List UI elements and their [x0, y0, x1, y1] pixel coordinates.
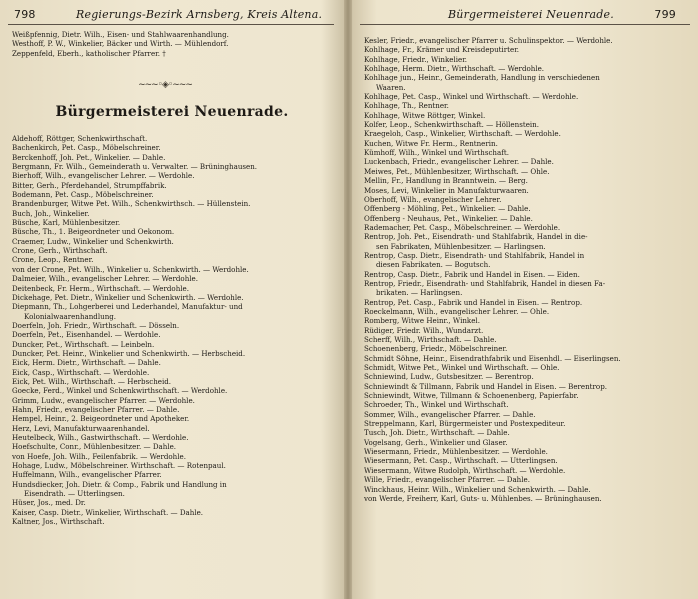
- directory-entry: Herz, Levi, Manufakturwaarenhandel.: [12, 423, 150, 433]
- directory-entry: Kohlhage, Witwe Röttger, Winkel.: [364, 110, 486, 120]
- directory-entry: Dickehage, Pet. Dietr., Winkelier und Schenkwirth. — Werdohle.: [12, 292, 244, 302]
- directory-entry: Diepmann, Th., Lohgerberei und Lederhandel, Manufaktur- und: [12, 302, 243, 312]
- directory-entry: Brandenburger, Witwe Pet. Wilh., Schenkwirthsch. — Hüllenstein.: [12, 199, 251, 209]
- directory-entry: Deitenbeck, Fr. Herm., Wirthschaft. — Werdohle.: [12, 283, 189, 293]
- directory-entry: von Werde, Freiherr, Karl, Guts- u. Mühlenbes. — Brüninghausen.: [364, 493, 602, 503]
- running-head: Regierungs-Bezirk Arnsberg, Kreis Altena.: [76, 8, 323, 21]
- directory-entry: Streppelmann, Karl, Bürgermeister und Postexpediteur.: [364, 419, 566, 429]
- directory-entry: Wiesermann, Witwe Rudolph, Wirthschaft. — Werdohle.: [364, 465, 566, 475]
- directory-entry: Schniewind, Ludw., Gutsbesitzer. — Berentrop.: [364, 372, 534, 382]
- directory-entry: Kohlhage, Th., Rentner.: [364, 101, 449, 111]
- directory-entry: Hüser, Jos., med. Dr.: [12, 498, 86, 508]
- directory-entry: Eick, Pet. Wilh., Wirthschaft. — Herbscheid.: [12, 376, 172, 386]
- directory-entry: Kuchen, Witwe Fr. Herm., Rentnerin.: [364, 138, 498, 148]
- directory-entry: Tusch, Joh. Dietr., Wirthschaft. — Dahle.: [364, 428, 510, 438]
- directory-entry: Luckenbach, Friedr., evangelischer Lehrer. — Dahle.: [364, 157, 554, 167]
- directory-entry: Vogelsang, Gerh., Winkelier und Glaser.: [364, 437, 508, 447]
- directory-entry: Kümhoff, Wilh., Winkel und Wirthschaft.: [364, 148, 509, 158]
- directory-entry: Rentrop, Casp. Dietr., Eisendrath- und Stahlfabrik, Handel in: [364, 250, 585, 260]
- directory-entry: Wiesermann, Pet. Casp., Wirthschaft. — Utterlingsen.: [364, 456, 558, 466]
- directory-entry: Bitter, Gerh., Pferdehandel, Strumpffabrik.: [12, 180, 167, 190]
- running-head: Bürgermeisterei Neuenrade.: [448, 8, 614, 21]
- directory-entry: Büsche, Karl, Mühlenbesitzer.: [12, 218, 121, 228]
- right-page-header: [352, 8, 698, 24]
- directory-entry: von Hoefe, Joh. Wilh., Feilenfabrik. — Werdohle.: [12, 451, 186, 461]
- directory-entry: Hahn, Friedr., evangelischer Pfarrer. — Dahle.: [12, 404, 180, 414]
- directory-entry: Meiwes, Pet., Mühlenbesitzer, Wirthschaft. — Ohle.: [364, 166, 550, 176]
- directory-entry: Bachenkirch, Pet. Casp., Möbelschreiner.: [12, 143, 161, 153]
- left-page: [0, 0, 344, 599]
- directory-entry: brikaten. — Harlingsen.: [376, 288, 463, 298]
- directory-entry: Kesler, Friedr., evangelischer Pfarrer u. Schulinspektor. — Werdohle.: [364, 36, 613, 45]
- directory-entry: Sommer, Wilh., evangelischer Pfarrer. — Dahle.: [364, 409, 536, 419]
- directory-entry: Crone, Leop., Rentner.: [12, 255, 94, 265]
- directory-entry: Rentrop, Friedr., Eisendrath- und Stahlfabrik, Handel in diesen Fa-: [364, 278, 606, 288]
- directory-entry: Moses, Levi, Winkelier in Manufakturwaaren.: [364, 185, 529, 195]
- left-top-entries: [0, 30, 344, 58]
- directory-entry: Buch, Joh., Winkelier.: [12, 208, 90, 218]
- directory-entry: Berckenhoff, Joh. Pet., Winkelier. — Dahle.: [12, 152, 166, 162]
- directory-entry: Mellin, Fr., Handlung in Branntwein. — Berg.: [364, 176, 528, 186]
- directory-entry: Doerfeln, Joh. Friedr., Wirthschaft. — Dösseln.: [12, 320, 180, 330]
- directory-entry: Offenberg - Neuhaus, Pet., Winkelier. — Dahle.: [364, 213, 533, 223]
- directory-entry: Oberhoff, Wilh., evangelischer Lehrer.: [364, 194, 502, 204]
- directory-entry: Wille, Friedr., evangelischer Pfarrer. — Dahle.: [364, 475, 530, 485]
- directory-entry: Kohlhage, Herm. Dietr., Wirthschaft. — Werdohle.: [364, 64, 545, 74]
- directory-entry: Rentrop, Casp. Dietr., Fabrik und Handel in Eisen. — Eiden.: [364, 269, 580, 279]
- left-entry-list: [0, 134, 344, 526]
- directory-entry: Zeppenfeld, Eberh., katholischer Pfarrer. †: [12, 48, 166, 58]
- directory-entry: Dalmeier, Wilh., evangelischer Lehrer. — Werdohle.: [12, 274, 198, 284]
- directory-entry: Bodemann, Pet. Casp., Möbelschreiner.: [12, 190, 154, 200]
- directory-entry: Kraegeloh, Casp., Winkelier, Wirthschaft. — Werdohle.: [364, 129, 561, 139]
- directory-entry: diesen Fabrikaten. — Bogutsch.: [376, 260, 491, 270]
- right-entry-list: [352, 36, 698, 503]
- directory-entry: Huffelmann, Wilh., evangelischer Pfarrer.: [12, 470, 162, 480]
- directory-entry: Kohlhage jun., Heinr., Gemeinderath, Handlung in verschiedenen: [364, 73, 600, 83]
- directory-entry: Goecke, Ferd., Winkel und Schenkwirthschaft. — Werdohle.: [12, 386, 228, 396]
- directory-entry: Kohlhage, Fr., Krämer und Kreisdeputirter.: [364, 45, 520, 55]
- directory-entry: Bierhoff, Wilh., evangelischer Lehrer. — Werdohle.: [12, 171, 195, 181]
- directory-entry: von der Crone, Pet. Wilh., Winkelier u. Schenkwirth. — Werdohle.: [12, 264, 249, 274]
- directory-entry: Hempel, Heinr., 2. Beigeordneter und Apotheker.: [12, 414, 190, 424]
- directory-entry: Romberg, Witwe Heinr., Winkel.: [364, 316, 480, 326]
- directory-entry: Aldehoff, Röttger, Schenkwirthschaft.: [12, 134, 148, 143]
- directory-entry: Kohlhage, Friedr., Winkelier.: [364, 54, 468, 64]
- header-rule: [8, 24, 334, 25]
- directory-entry: Roeckelmann, Wilh., evangelischer Lehrer. — Ohle.: [364, 306, 550, 316]
- directory-entry: Hoefschulte, Conr., Mühlenbesitzer. — Dahle.: [12, 442, 177, 452]
- directory-entry: Schoenenberg, Friedr., Möbelschreiner.: [364, 344, 508, 354]
- directory-entry: Winckhaus, Heinr. Wilh., Winkelier und Schenkwirth. — Dahle.: [364, 484, 591, 494]
- directory-entry: Schmidt Söhne, Heinr., Eisendrathfabrik und Eisenhdl. — Eiserlingsen.: [364, 353, 621, 363]
- directory-entry: Eick, Casp., Wirthschaft. — Werdohle.: [12, 367, 150, 377]
- directory-entry: Eick, Herm. Dietr., Wirthschaft. — Dahle.: [12, 358, 161, 368]
- directory-entry: Hohage, Ludw., Möbelschreiner. Wirthschaft. — Rotenpaul.: [12, 461, 226, 471]
- directory-entry: sen Fabrikaten, Mühlenbesitzer. — Harlingsen.: [376, 241, 546, 251]
- directory-entry: Hundsdiecker, Joh. Dietr. & Comp., Fabrik und Handlung in: [12, 479, 227, 489]
- divider-ornament: ~~~◦◈◦~~~: [138, 80, 192, 90]
- directory-entry: Craemer, Ludw., Winkelier und Schenkwirth.: [12, 236, 174, 246]
- directory-entry: Eisendrath. — Utterlingsen.: [24, 489, 125, 499]
- directory-entry: Kaltner, Jos., Wirthschaft.: [12, 517, 105, 527]
- directory-entry: Grimm, Ludw., evangelischer Pfarrer. — Werdohle.: [12, 395, 195, 405]
- directory-entry: Schniewindt & Tillmann, Fabrik und Handel in Eisen. — Berentrop.: [364, 381, 607, 391]
- directory-entry: Offenberg - Möhling, Pet., Winkelier. — Dahle.: [364, 204, 531, 214]
- header-rule: [360, 24, 690, 25]
- directory-entry: Weißpfennig, Dietr. Wilh., Eisen- und Stahlwaarenhandlung.: [12, 30, 229, 39]
- directory-entry: Kohlhage, Pet. Casp., Winkel und Wirthschaft. — Werdohle.: [364, 92, 579, 102]
- directory-entry: Kolonialwaarenhandlung.: [24, 311, 117, 321]
- directory-entry: Schniewindt, Witwe, Tillmann & Schoenenberg, Papierfabr.: [364, 391, 579, 401]
- directory-entry: Schmidt, Witwe Pet., Winkel und Wirthschaft. — Ohle.: [364, 363, 560, 373]
- directory-entry: Scherff, Wilh., Wirthschaft. — Dahle.: [364, 335, 497, 344]
- directory-entry: Rüdiger, Friedr. Wilh., Wundarzt.: [364, 325, 484, 335]
- directory-entry: Waaren.: [376, 82, 406, 92]
- directory-entry: Westhoff, P. W., Winkelier, Bäcker und Wirth. — Mühlendorf.: [12, 39, 229, 49]
- directory-entry: Duncker, Pet. Heinr., Winkelier und Schenkwirth. — Herbscheid.: [12, 348, 246, 358]
- directory-entry: Schroeder, Th., Winkel und Wirthschaft.: [364, 400, 509, 410]
- directory-entry: Bergmann, Fr. Wilh., Gemeinderath u. Verwalter. — Brüninghausen.: [12, 162, 258, 172]
- directory-entry: Rentrop, Joh. Pet., Eisendrath- und Stahlfabrik, Handel in die-: [364, 232, 588, 242]
- directory-entry: Kolfer, Leop., Schenkwirthschaft. — Höllenstein.: [364, 120, 539, 130]
- page-number: 799: [654, 8, 676, 21]
- page-number: 798: [14, 8, 36, 21]
- section-title: Bürgermeisterei Neuenrade.: [55, 104, 289, 120]
- book-gutter: [344, 0, 352, 599]
- directory-entry: Doerfeln, Pet., Eisenhandel. — Werdohle.: [12, 330, 161, 340]
- directory-entry: Heutelbeck, Wilh., Gastwirthschaft. — Werdohle.: [12, 433, 189, 442]
- directory-entry: Rentrop, Pet. Casp., Fabrik und Handel in Eisen. — Rentrop.: [364, 297, 583, 307]
- directory-entry: Duncker, Pet., Wirthschaft. — Leinbeln.: [12, 339, 155, 349]
- directory-entry: Crone, Gerh., Wirthschaft.: [12, 246, 108, 256]
- directory-entry: Wiesermann, Friedr., Mühlenbesitzer. — Werdohle.: [364, 447, 548, 457]
- directory-entry: Büsche, Th., 1. Beigeordneter und Oekonom.: [12, 227, 175, 237]
- directory-entry: Rademacher, Pet. Casp., Möbelschreiner. — Werdohle.: [364, 222, 561, 232]
- right-page: [352, 0, 698, 599]
- directory-entry: Kaiser, Casp. Dietr., Winkelier, Wirthschaft. — Dahle.: [12, 507, 204, 517]
- left-page-header: [0, 8, 344, 24]
